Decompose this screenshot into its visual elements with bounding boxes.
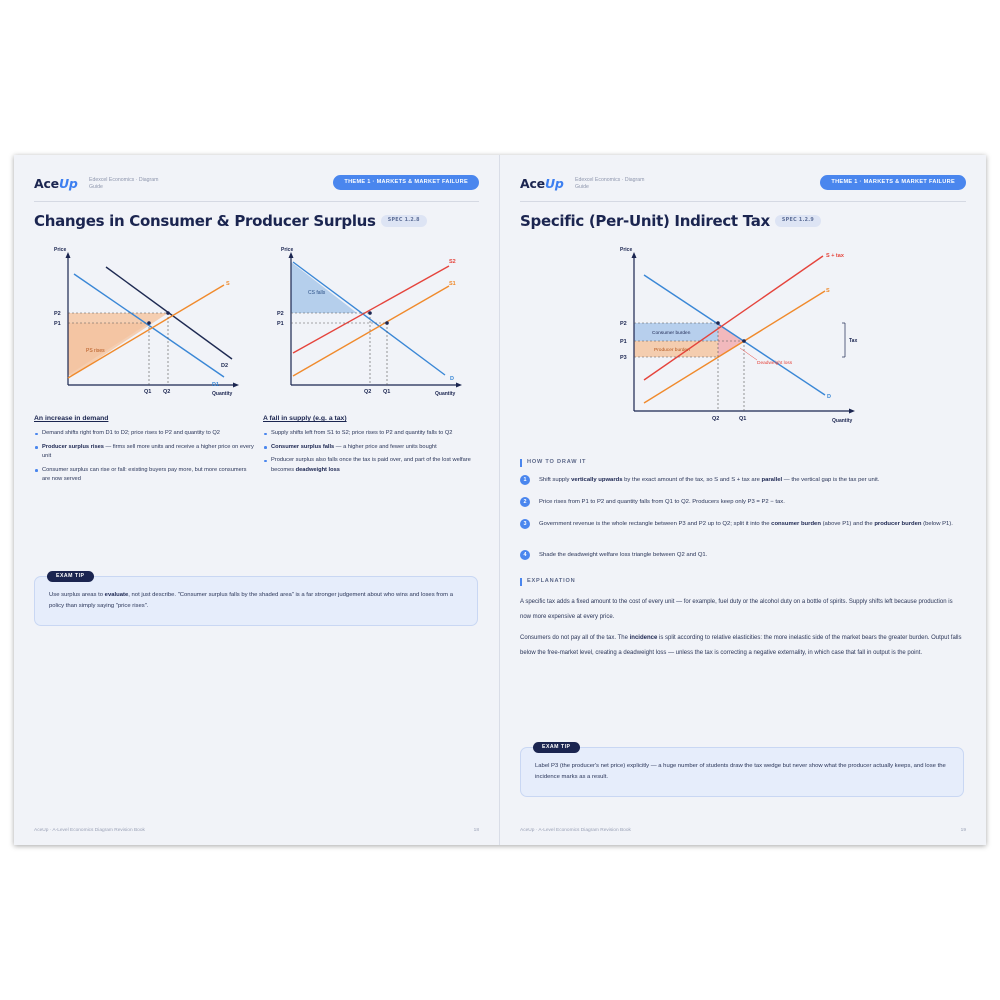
spec-badge: SPEC 1.2.9 xyxy=(775,215,821,227)
svg-text:P2: P2 xyxy=(277,311,284,317)
exam-tip-box xyxy=(34,576,478,626)
right-page: AceUp Edexcel Economics · Diagram Guide THEME 1 · MARKETS & MARKET FAILURE Specific (Per-Unit) Indirect Tax SPEC 1.2.9 Price Quantity S + tax S D P2 P1 P3 Q2 Q1 Consumer burden Producer burden Deadweight loss Tax HOW TO DRAW IT 1 Shift supply vertically upwards by the exact amount of the tax, so S and S + tax are parallel — the vertical gap is the tax per unit. 2 Price rises from P1 to P2 and quantity falls from Q1 to Q2. Producers keep only P3 = P2 − tax. 3 Government revenue is the whole rectangle between P3 and P2 up to Q2; split it into the consumer burden (above P1) and the producer burden (below P1). 4 Shade the deadweight welfare loss triangle between Q2 and Q1. EXPLANATION A specific tax adds a fixed amount to the cost of every unit — for example, fuel duty or the alcohol duty on a bottle of spirits. Supply shifts left because production is now more expensive at every price. Consumers do not pay all of the tax. The incidence is split according to relative elasticities: the more inelastic side of the market bears the greater burden. Output falls below the free-market level, creating a deadweight loss — unless the tax is correcting a negative externality, in which case that fall in output is the point. Label P3 (the producer's net price) explicitly — a huge number of students draw the tax wedge but never show what the producer actually keeps, and lose the incidence marks as a result. EXAM TIP AceUp · A-Level Economics Diagram Revision Book 19 xyxy=(500,155,986,845)
how-to-draw-label: HOW TO DRAW IT xyxy=(520,459,586,465)
exam-tip-box xyxy=(520,747,964,797)
svg-text:Q1: Q1 xyxy=(383,389,391,395)
y-axis-label: Price xyxy=(54,247,67,253)
col1-heading: An increase in demand xyxy=(34,415,109,422)
page-title: Specific (Per-Unit) Indirect Tax SPEC 1.2.9 xyxy=(520,212,821,230)
svg-text:P1: P1 xyxy=(277,321,284,327)
svg-text:Q2: Q2 xyxy=(364,389,372,395)
step-number: 2 xyxy=(520,497,530,507)
step-number: 1 xyxy=(520,475,530,485)
page-header xyxy=(34,175,479,199)
svg-text:P2: P2 xyxy=(620,321,627,327)
explanation-para-1: A specific tax adds a fixed amount to the cost of every unit — for example, fuel duty or the alcohol duty on a bottle of spirits. Supply shifts left because production is now more expensive at every price. xyxy=(520,599,953,620)
chart-specific-tax xyxy=(600,245,860,435)
label-p2: P2 xyxy=(54,311,61,317)
svg-text:Quantity: Quantity xyxy=(435,391,456,397)
svg-text:Price: Price xyxy=(620,247,633,253)
svg-text:P3: P3 xyxy=(620,355,627,361)
label-s: S xyxy=(226,281,230,287)
book-spread xyxy=(14,155,986,845)
page-number: 18 xyxy=(473,828,479,833)
svg-text:Q1: Q1 xyxy=(739,416,747,422)
chart-increase-demand xyxy=(44,245,244,405)
list-item: Demand shifts right from D1 to D2; price rises to P2 and quantity to Q2 xyxy=(34,429,256,439)
demand-d xyxy=(293,262,445,375)
step-number: 4 xyxy=(520,550,530,560)
x-axis-label: Quantity xyxy=(212,391,233,397)
page-title: Changes in Consumer & Producer Surplus SPEC 1.2.8 xyxy=(34,212,427,230)
cs-falls-label: CS falls xyxy=(308,290,326,296)
col2-heading: A fall in supply (e.g. a tax) xyxy=(263,415,347,422)
list-item: Consumer surplus can rise or fall: existing buyers pay more, but more consumers are now served xyxy=(34,466,256,485)
label-d2: D2 xyxy=(221,363,229,369)
cs-falls-area xyxy=(291,262,357,313)
list-item: Consumer surplus falls — a higher price and fewer units bought xyxy=(263,443,485,453)
list-item: Producer surplus rises — firms sell more units and receive a higher price on every unit xyxy=(34,443,256,462)
exam-tip-badge: EXAM TIP xyxy=(533,742,580,753)
supply-s-plus-tax xyxy=(644,256,823,380)
explanation-para-2: Consumers do not pay all of the tax. The incidence is split according to relative elasticities: the more inelastic side of the market bears the greater burden. Output falls below the free-market level, creating a deadweight loss — unless the tax is correcting a negative externality, in which case that fall in output is the point. xyxy=(520,635,962,656)
col2-bullets xyxy=(263,429,485,479)
list-item: Producer surplus also falls once the tax is paid over, and part of the lost welfare becomes deadweight loss xyxy=(263,456,485,475)
spec-badge: SPEC 1.2.8 xyxy=(381,215,427,227)
label-q1: Q1 xyxy=(144,389,152,395)
exam-tip-text: Use surplus areas to evaluate, not just describe. "Consumer surplus falls by the shaded area" is a far stronger judgement about who wins and loses from a policy than simply saying "price rises". xyxy=(49,592,453,609)
label-s-plus-tax: S + tax xyxy=(826,253,844,259)
page-header xyxy=(520,175,966,199)
label-q2: Q2 xyxy=(163,389,171,395)
svg-text:Q2: Q2 xyxy=(712,416,720,422)
tax-label: Tax xyxy=(849,338,858,344)
header-divider xyxy=(520,201,966,202)
label-p1: P1 xyxy=(54,321,61,327)
header-divider xyxy=(34,201,479,202)
exam-tip-badge: EXAM TIP xyxy=(47,571,94,582)
svg-text:Quantity: Quantity xyxy=(832,418,853,424)
deadweight-loss-area xyxy=(718,323,744,357)
theme-badge: THEME 1 · MARKETS & MARKET FAILURE xyxy=(333,175,479,190)
page-footer: AceUp · A-Level Economics Diagram Revision Book 19 xyxy=(520,828,966,833)
col1-bullets xyxy=(34,429,256,489)
label-s: S xyxy=(826,288,830,294)
explanation-label: EXPLANATION xyxy=(520,578,575,584)
page-number: 19 xyxy=(960,828,966,833)
label-d1: D1 xyxy=(212,382,220,388)
page-footer: AceUp · A-Level Economics Diagram Revision Book 18 xyxy=(34,828,479,833)
left-page xyxy=(14,155,500,845)
ps-rises-label: PS rises xyxy=(86,348,105,354)
svg-text:P1: P1 xyxy=(620,339,627,345)
chart-fall-in-supply xyxy=(267,245,467,405)
exam-tip-text: Label P3 (the producer's net price) explicitly — a huge number of students draw the tax wedge but never show what the producer actually keeps, and lose the incidence marks as a result. xyxy=(535,763,946,780)
list-item: Supply shifts left from S1 to S2; price rises to P2 and quantity falls to Q2 xyxy=(263,429,485,439)
producer-burden-label: Producer burden xyxy=(654,348,690,353)
svg-text:Price: Price xyxy=(281,247,294,253)
label-d: D xyxy=(827,394,831,400)
theme-badge: THEME 1 · MARKETS & MARKET FAILURE xyxy=(820,175,966,190)
label-s1: S1 xyxy=(449,281,456,287)
step-number: 3 xyxy=(520,519,530,529)
consumer-burden-label: Consumer burden xyxy=(652,331,691,336)
label-s2: S2 xyxy=(449,259,456,265)
label-d: D xyxy=(450,376,454,382)
aceup-logo: AceUp xyxy=(34,176,78,191)
guide-label: Edexcel Economics · Diagram Guide xyxy=(89,177,159,190)
aceup-logo: AceUp xyxy=(520,176,564,191)
deadweight-loss-label: Deadweight loss xyxy=(757,361,793,366)
guide-label: Edexcel Economics · Diagram Guide xyxy=(575,177,645,190)
